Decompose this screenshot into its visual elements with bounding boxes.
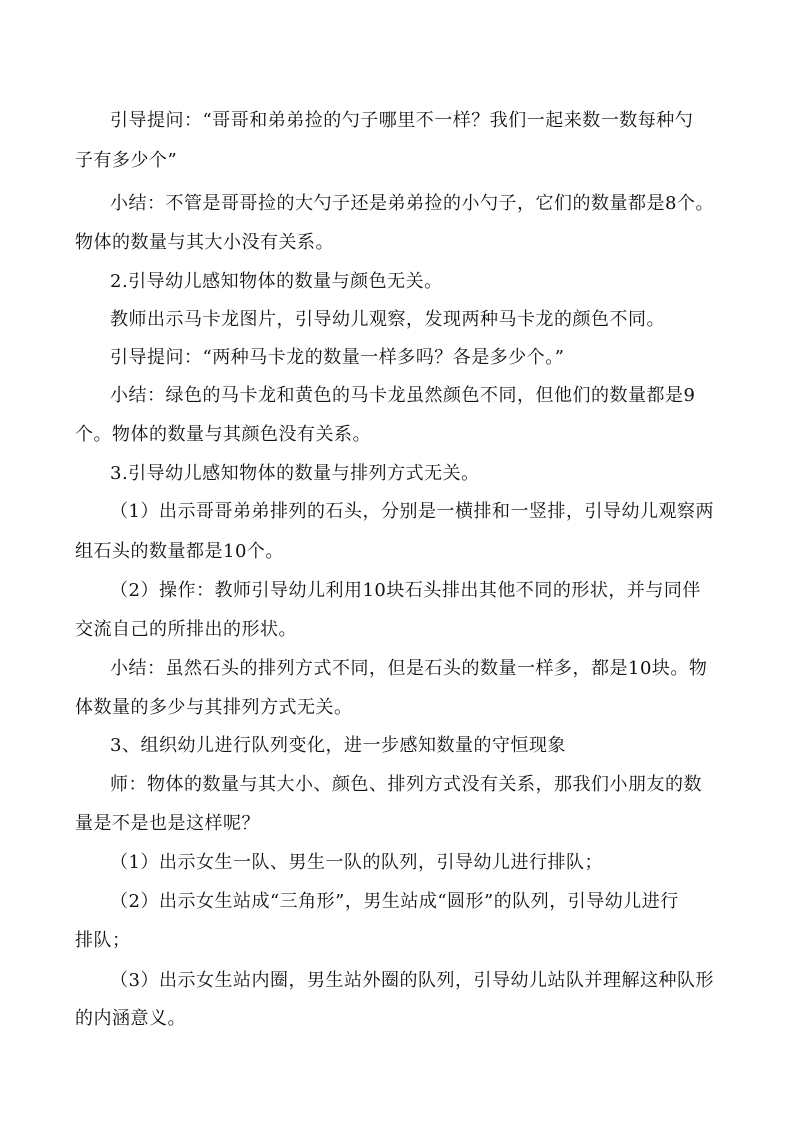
text-line: 排队；	[75, 930, 131, 951]
text-line: 物体的数量与其大小没有关系。	[75, 232, 334, 253]
text-line: 3、组织幼儿进行队列变化，进一步感知数量的守恒现象	[110, 735, 566, 756]
text-line: 引导提问：“两种马卡龙的数量一样多吗？各是多少个。”	[110, 347, 565, 368]
text-line: 交流自己的所排出的形状。	[75, 619, 297, 640]
text-line: （1）出示女生一队、男生一队的队列，引导幼儿进行排队；	[110, 852, 603, 873]
text-line: 2.引导幼儿感知物体的数量与颜色无关。	[110, 271, 443, 292]
text-line: 子有多少个”	[75, 150, 178, 171]
text-line: （2）操作：教师引导幼儿利用10块石头排出其他不同的形状，并与同伴	[110, 580, 701, 601]
text-line: 师：物体的数量与其大小、颜色、排列方式没有关系，那我们小朋友的数	[110, 774, 702, 795]
text-line: 个。物体的数量与其颜色没有关系。	[75, 424, 371, 445]
text-line: 的内涵意义。	[75, 1008, 186, 1029]
text-line: （2）出示女生站成“三角形”，男生站成“圆形”的队列，引导幼儿进行	[110, 891, 679, 912]
text-line: 引导提问：“哥哥和弟弟捡的勺子哪里不一样？我们一起来数一数每种勺	[110, 110, 694, 131]
text-line: 小结：绿色的马卡龙和黄色的马卡龙虽然颜色不同，但他们的数量都是9	[110, 385, 696, 406]
text-line: 小结：虽然石头的排列方式不同，但是石头的数量一样多，都是10块。物	[110, 658, 708, 679]
text-line: 组石头的数量都是10个。	[75, 541, 284, 562]
text-line: （3）出示女生站内圈，男生站外圈的队列，引导幼儿站队并理解这种队形	[110, 970, 714, 991]
text-line: （1）出示哥哥弟弟排列的石头，分别是一横排和一竖排，引导幼儿观察两	[110, 501, 714, 522]
text-line: 量是不是也是这样呢？	[75, 813, 260, 834]
text-line: 教师出示马卡龙图片，引导幼儿观察，发现两种马卡龙的颜色不同。	[110, 309, 665, 330]
text-line: 体数量的多少与其排列方式无关。	[75, 697, 353, 718]
text-line: 小结：不管是哥哥捡的大勺子还是弟弟捡的小勺子，它们的数量都是8个。	[110, 193, 714, 214]
text-line: 3.引导幼儿感知物体的数量与排列方式无关。	[110, 463, 480, 484]
